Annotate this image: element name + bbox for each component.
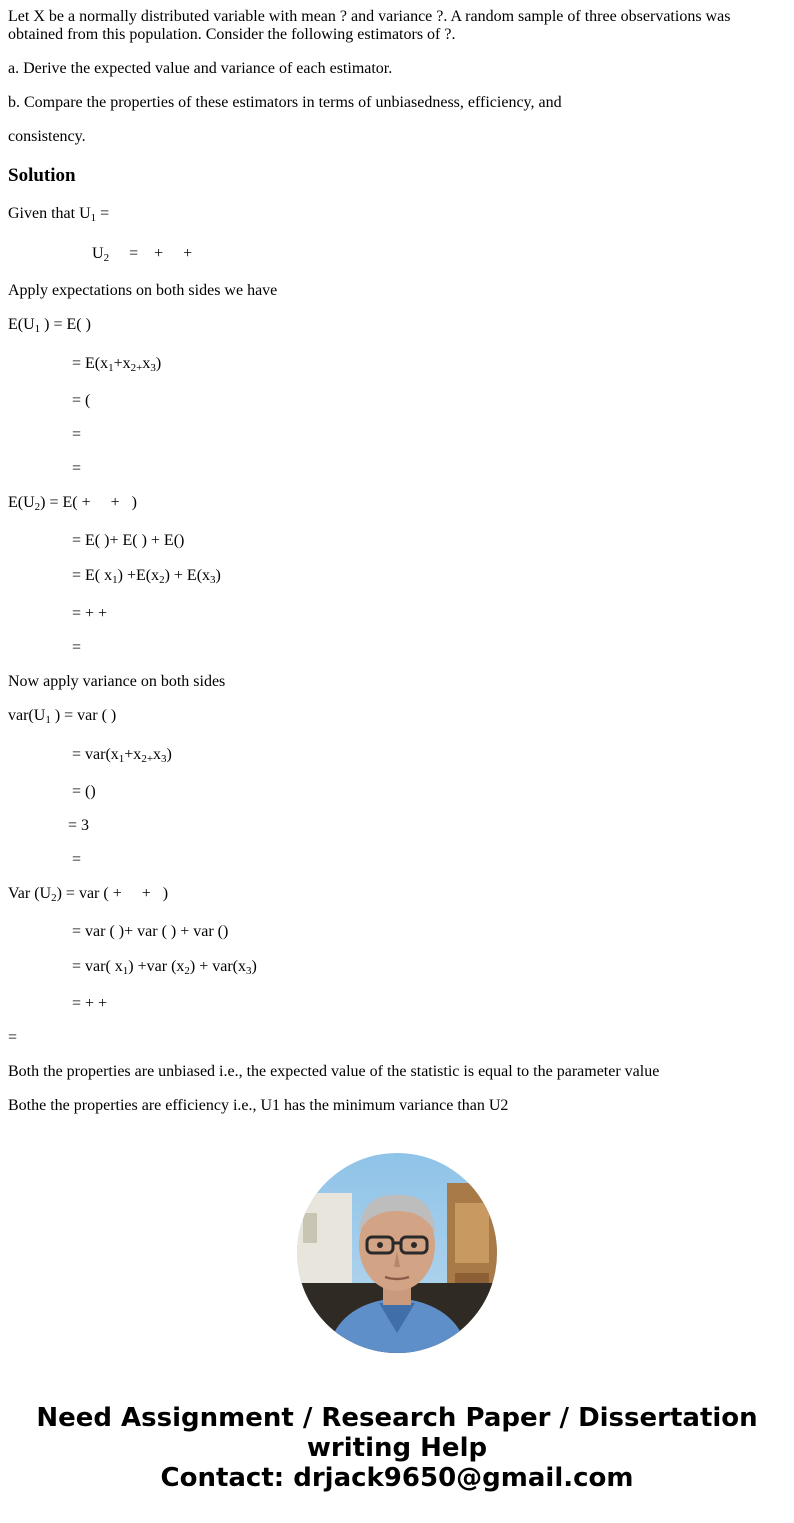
v-u1-step-2: = () xyxy=(72,783,96,800)
e-u1-step-4: = xyxy=(72,460,82,477)
given-u1: Given that $U_1$ = xyxy=(8,205,110,224)
part-b-line-1: b. Compare the properties of these estimators in terms of unbiasedness, efficiency, and xyxy=(8,94,562,111)
promo-contact: Contact: drjack9650@gmail.com xyxy=(160,1463,634,1493)
conclusion-efficiency: Bothe the properties are efficiency i.e., U1 has the minimum variance than U2 xyxy=(8,1097,509,1114)
v-u2-step-4: = xyxy=(8,1029,18,1046)
conclusion-unbiased: Both the properties are unbiased i.e., the expected value of the statistic is equal to the parameter value xyxy=(8,1063,660,1080)
v-u2-step-3: = + + xyxy=(72,995,108,1012)
part-a: a. Derive the expected value and variance of each estimator. xyxy=(8,60,393,77)
part-b-line-2: consistency. xyxy=(8,128,86,145)
e-u1-step-1: = $E(x_1+x_{2+}x_3)$ xyxy=(72,355,162,374)
v-u1-step-3: = 3 xyxy=(68,817,90,834)
v-u2-step-1: = var ( )+ var ( ) + var () xyxy=(72,923,229,940)
question-text: Let X be a normally distributed variable with mean ? and variance ?. A random sample of three observations was obtained from this population. Consider the following estimators of ?. xyxy=(8,8,731,43)
solution-heading: Solution xyxy=(8,165,76,186)
e-u2-step-4: = xyxy=(72,639,82,656)
v-u1-step-1: = $var(x_1+x_{2+}x_3)$ xyxy=(72,746,172,765)
promo-line-2: writing Help xyxy=(306,1433,488,1463)
e-u2-step-1: = E( )+ E( ) + E() xyxy=(72,532,185,549)
promo-line-1: Need Assignment / Research Paper / Dissertation xyxy=(36,1403,758,1433)
e-u2-step-2: = E( $x_1) +E(x_2) + E(x_3)$ xyxy=(72,567,221,586)
v-u1-step-4: = xyxy=(72,851,82,868)
avatar-portrait xyxy=(297,1153,497,1353)
e-u1-step-3: = xyxy=(72,426,82,443)
avatar xyxy=(297,1153,497,1353)
v-u1: $var(U_1$ ) = var ( ) xyxy=(8,707,117,726)
v-u2: Var $(U_2)$ = var ( + + ) xyxy=(8,885,169,904)
variance-intro: Now apply variance on both sides xyxy=(8,673,226,690)
e-u1: $E(U_1$ ) = E( ) xyxy=(8,316,91,335)
e-u2-step-3: = + + xyxy=(72,605,108,622)
promo-footer xyxy=(0,1403,794,1493)
given-u2: $U_2$ = + + xyxy=(92,245,193,264)
v-u2-step-2: = var( $x_1) +var$ $(x_2) + var(x_3)$ xyxy=(72,958,257,977)
e-u1-step-2: = ( xyxy=(72,392,91,409)
expectation-intro: Apply expectations on both sides we have xyxy=(8,282,278,299)
e-u2: $E(U_2) = E$( + + ) xyxy=(8,494,137,513)
